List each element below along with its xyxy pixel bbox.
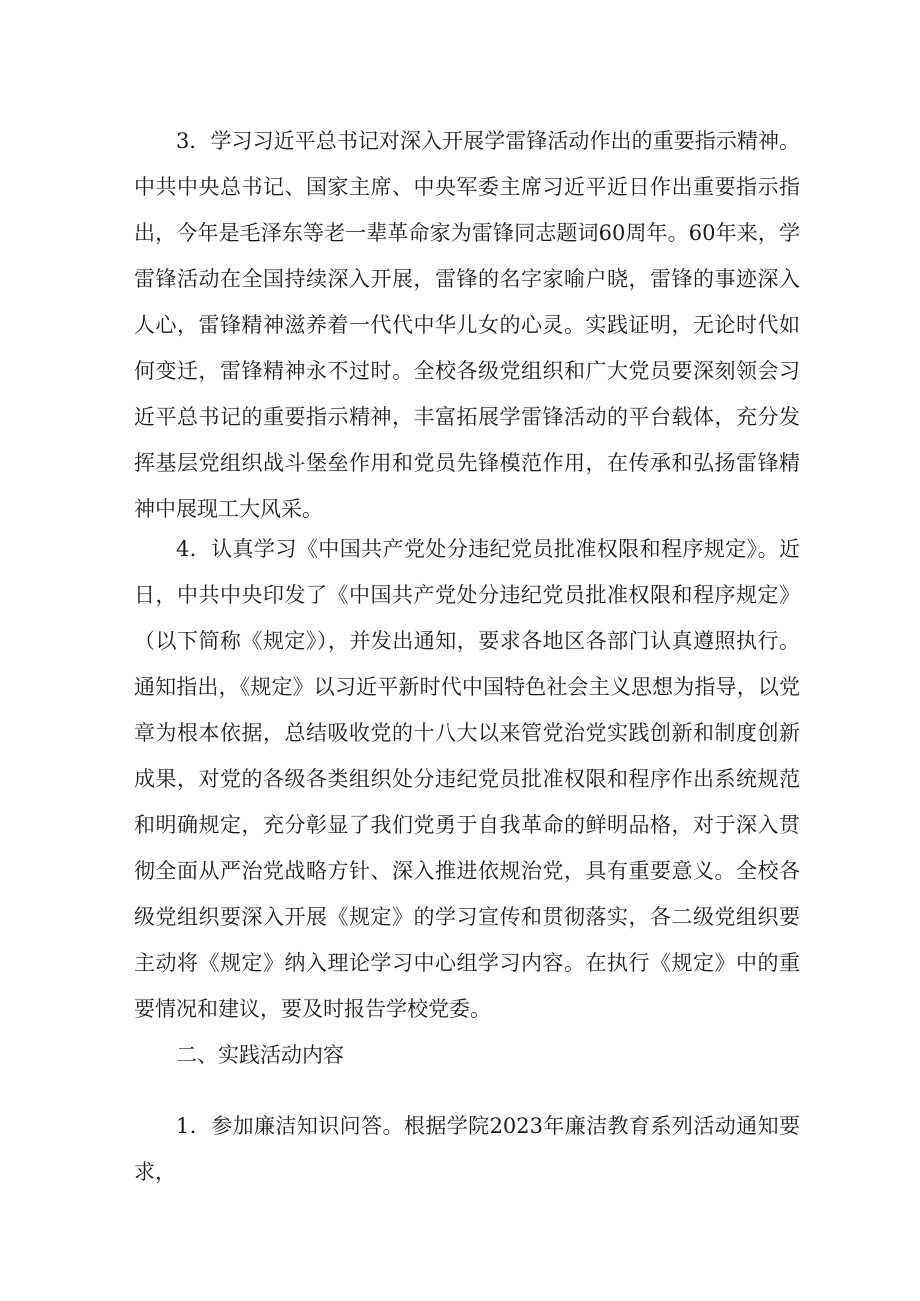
paragraph-item-1: 1．参加廉洁知识问答。根据学院2023年廉洁教育系列活动通知要求， <box>134 1114 800 1184</box>
paragraph-item-4: 4．认真学习《中国共产党处分违纪党员批准权限和程序规定》。近日，中共中央印发了《中国共产党处分违纪党员批准权限和程序规定》（以下简称《规定》），并发出通知，要求各地区各部门认真遵照执行。通知指出，《规定》以习近平新时代中国特色社会主义思想为指导，以党章为根本依据，总结吸收党的十八大以来管党治党实践创新和制度创新成果，对党的各级各类组织处分违纪党员批准权限和程序作出系统规范和明确规定，充分彰显了我们党勇于自我革命的鲜明品格，对于深入贯彻全面从严治党战略方针、深入推进依规治党，具有重要意义。全校各级党组织要深入开展《规定》的学习宣传和贯彻落实，各二级党组织要主动将《规定》纳入理论学习中心组学习内容。在执行《规定》中的重要情况和建议，要及时报告学校党委。 <box>134 537 800 1021</box>
paragraph-item-3: 3．学习习近平总书记对深入开展学雷锋活动作出的重要指示精神。中共中央总书记、国家主席、中央军委主席习近平近日作出重要指示指出，今年是毛泽东等老一辈革命家为雷锋同志题词60周年。60年来，学雷锋活动在全国持续深入开展，雷锋的名字家喻户晓，雷锋的事迹深入人心，雷锋精神滋养着一代代中华儿女的心灵。实践证明，无论时代如何变迁，雷锋精神永不过时。全校各级党组织和广大党员要深刻领会习近平总书记的重要指示精神，丰富拓展学雷锋活动的平台载体，充分发挥基层党组织战斗堡垒作用和党员先锋模范作用，在传承和弘扬雷锋精神中展现工大风采。 <box>134 129 800 521</box>
section-heading-practice-activities: 二、实践活动内容 <box>176 1043 344 1067</box>
